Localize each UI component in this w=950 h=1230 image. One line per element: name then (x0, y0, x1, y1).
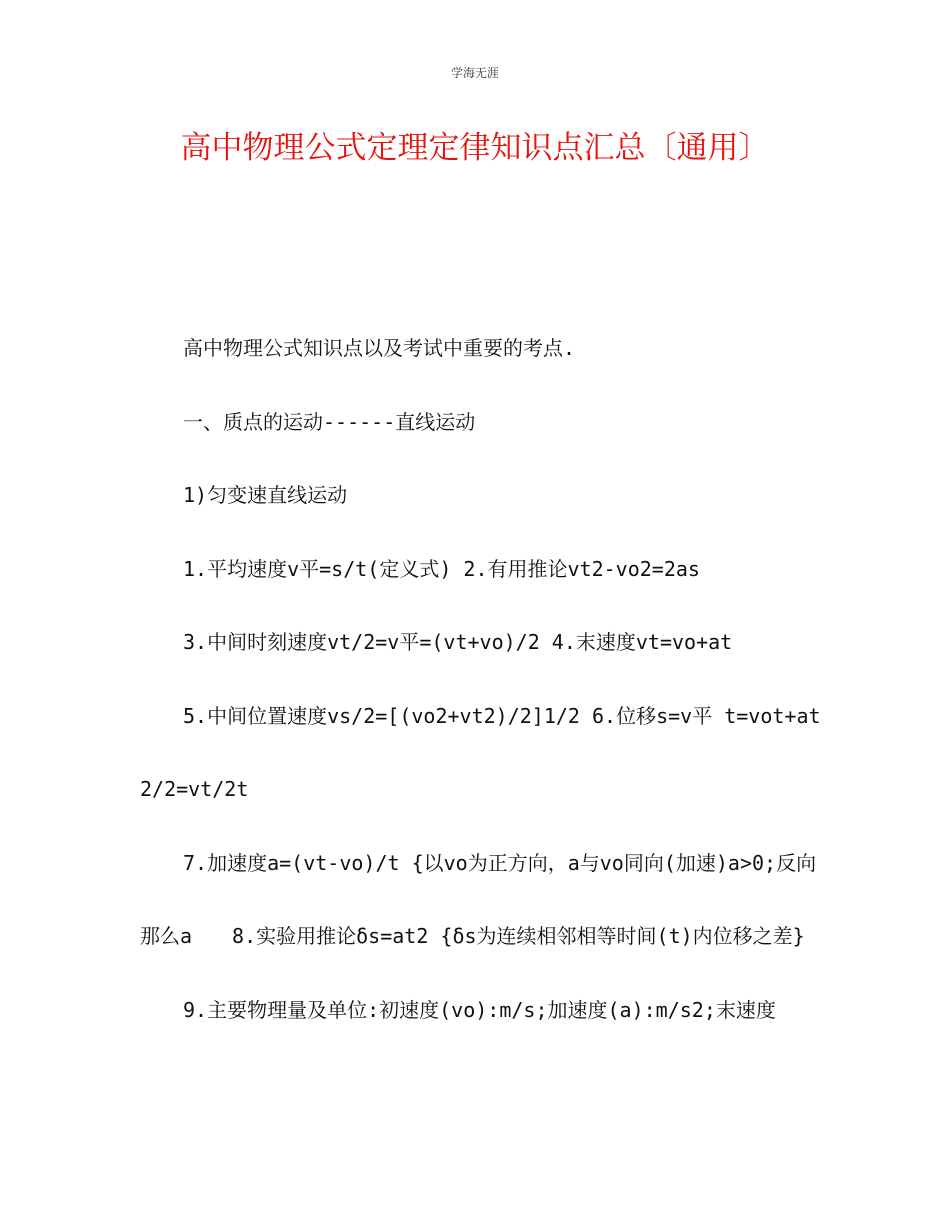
document-title: 高中物理公式定理定律知识点汇总〔通用〕 (180, 130, 770, 166)
paragraph-formula-1-2: 1.平均速度v平=s/t(定义式) 2.有用推论vt2-vo2=2as (183, 556, 700, 581)
paragraph-section-heading: 一、质点的运动------直线运动 (183, 409, 476, 434)
paragraph-formula-7-8: 7.加速度a=(vt-vo)/t {以vo为正方向，a与vo同向(加速)a>0;反向那么a 8.实验用推论δs=at2 {δs为连续相邻相等时间(t)内位移之差} (140, 850, 817, 948)
paragraph-formula-3-4: 3.中间时刻速度vt/2=v平=(vt+vo)/2 4.末速度vt=vo+at (183, 630, 733, 654)
header-note: 学海无涯 (450, 66, 499, 80)
paragraph-formula-5-6: 5.中间位置速度vs/2=[(vo2+vt2)/2]1/2 6.位移s=v平 t=vot+at2/2=vt/2t (140, 703, 821, 801)
document-body (140, 312, 830, 1047)
paragraph-subsection-heading: 1)匀变速直线运动 (183, 483, 348, 507)
paragraph-intro: 高中物理公式知识点以及考试中重要的考点. (183, 336, 576, 360)
paragraph-formula-9: 9.主要物理量及单位:初速度(vo):m/s;加速度(a):m/s2;末速度 (183, 997, 776, 1022)
